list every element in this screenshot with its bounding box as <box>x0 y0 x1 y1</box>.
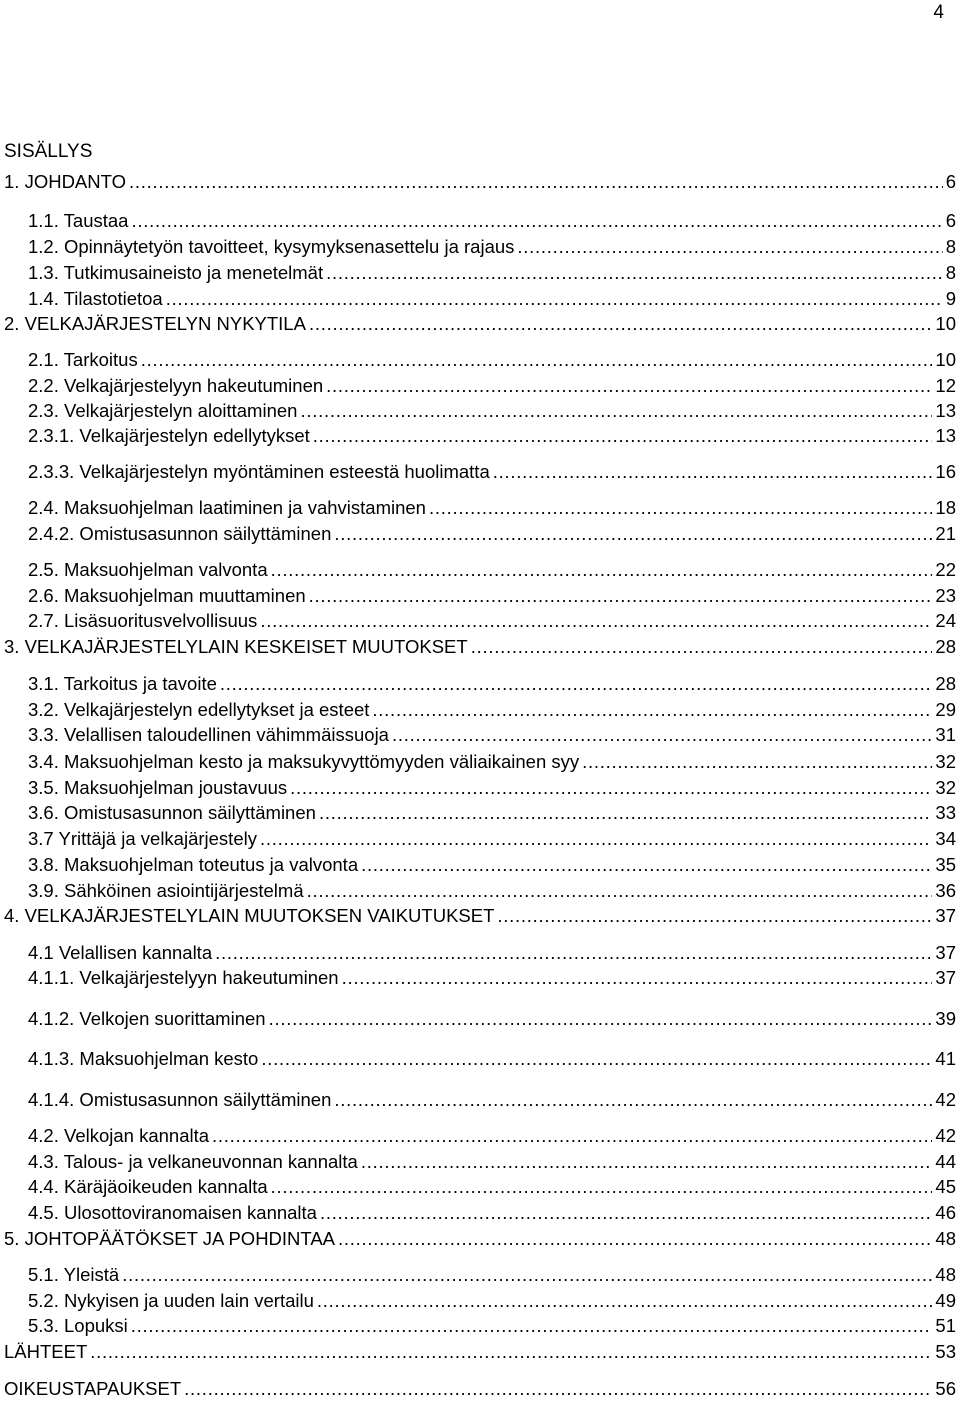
dot-leader <box>220 673 933 695</box>
toc-entry-page: 35 <box>935 854 956 875</box>
toc-entry[interactable] <box>4 1228 956 1252</box>
dot-leader <box>517 236 942 258</box>
toc-title: SISÄLLYS <box>4 141 93 162</box>
toc-entry[interactable] <box>28 751 956 775</box>
toc-entry-label: 4.3. Talous- ja velkaneuvonnan kannalta <box>28 1151 358 1172</box>
toc-entry-label: 2.6. Maksuohjelman muuttaminen <box>28 585 306 606</box>
toc-entry-page: 21 <box>935 523 956 544</box>
dot-leader <box>131 210 942 232</box>
toc-entry-page: 12 <box>935 375 956 396</box>
toc-entry[interactable] <box>28 497 956 521</box>
toc-entry[interactable] <box>28 699 956 723</box>
toc-entry-page: 22 <box>935 559 956 580</box>
toc-entry-label: 2.3. Velkajärjestelyn aloittaminen <box>28 400 298 421</box>
dot-leader <box>361 854 932 876</box>
toc-entry-page: 32 <box>935 777 956 798</box>
dot-leader <box>300 400 932 422</box>
dot-leader <box>319 802 932 824</box>
toc-entry[interactable] <box>28 236 956 260</box>
toc-entry-label: 5.1. Yleistä <box>28 1264 120 1285</box>
dot-leader <box>372 699 932 721</box>
dot-leader <box>326 262 943 284</box>
toc-entry-label: 3.4. Maksuohjelman kesto ja maksukyvyttömyyden väliaikainen syy <box>28 751 580 772</box>
toc-entry-page: 18 <box>935 497 956 518</box>
toc-entry-page: 48 <box>935 1228 956 1249</box>
toc-entry-page: 42 <box>935 1089 956 1110</box>
toc-entry-page: 44 <box>935 1151 956 1172</box>
dot-leader <box>212 1125 932 1147</box>
dot-leader <box>290 777 932 799</box>
toc-entry-page: 10 <box>935 349 956 370</box>
toc-entry[interactable] <box>28 1125 956 1149</box>
toc-entry-label: 2.3.3. Velkajärjestelyn myöntäminen esteestä huolimatta <box>28 461 490 482</box>
toc-entry-label: 2.4.2. Omistusasunnon säilyttäminen <box>28 523 332 544</box>
toc-entry-label: 1.3. Tutkimusaineisto ja menetelmät <box>28 262 324 283</box>
toc-entry-page: 37 <box>935 967 956 988</box>
toc-entry-label: 4.5. Ulosottoviranomaisen kannalta <box>28 1202 317 1223</box>
toc-entry[interactable] <box>28 880 956 904</box>
toc-entry[interactable] <box>28 262 956 286</box>
dot-leader <box>326 375 932 397</box>
toc-entry-label: 5. JOHTOPÄÄTÖKSET JA POHDINTAA <box>4 1228 336 1249</box>
dot-leader <box>493 461 933 483</box>
toc-entry-page: 28 <box>935 673 956 694</box>
toc-entry-page: 8 <box>945 262 956 283</box>
dot-leader <box>260 610 932 632</box>
toc-entry-page: 8 <box>945 236 956 257</box>
toc-entry-label: 1.1. Taustaa <box>28 210 129 231</box>
toc-entry[interactable] <box>28 375 956 399</box>
toc-entry-page: 37 <box>935 905 956 926</box>
toc-entry-label: 3.8. Maksuohjelman toteutus ja valvonta <box>28 854 359 875</box>
dot-leader <box>320 1202 932 1224</box>
toc-entry-label: 3.7 Yrittäjä ja velkajärjestely <box>28 828 257 849</box>
toc-entry-label: 4.4. Käräjäoikeuden kannalta <box>28 1176 268 1197</box>
toc-entry[interactable] <box>28 461 956 485</box>
toc-entry-page: 45 <box>935 1176 956 1197</box>
toc-entry-label: 2.2. Velkajärjestelyyn hakeutuminen <box>28 375 324 396</box>
toc-entry[interactable] <box>28 1290 956 1314</box>
toc-entry-page: 32 <box>935 751 956 772</box>
dot-leader <box>309 313 932 335</box>
toc-entry[interactable] <box>4 1378 956 1402</box>
dot-leader <box>166 288 943 310</box>
toc-entry-page: 46 <box>935 1202 956 1223</box>
toc-entry-label: 3.2. Velkajärjestelyn edellytykset ja esteet <box>28 699 370 720</box>
toc-entry[interactable] <box>4 313 956 337</box>
dot-leader <box>184 1378 932 1400</box>
toc-entry-label: 4.2. Velkojan kannalta <box>28 1125 210 1146</box>
dot-leader <box>334 1089 932 1111</box>
toc-entry-page: 34 <box>935 828 956 849</box>
toc-entry[interactable] <box>28 288 956 312</box>
toc-entry-label: 3.6. Omistusasunnon säilyttäminen <box>28 802 316 823</box>
toc-entry-label: 4. VELKAJÄRJESTELYLAIN MUUTOKSEN VAIKUTUKSET <box>4 905 495 926</box>
toc-entry-label: 5.3. Lopuksi <box>28 1315 128 1336</box>
dot-leader <box>471 636 933 658</box>
toc-entry-page: 10 <box>935 313 956 334</box>
dot-leader <box>260 828 932 850</box>
dot-leader <box>129 171 943 193</box>
toc-entry[interactable] <box>28 559 956 583</box>
toc-entry-label: OIKEUSTAPAUKSET <box>4 1378 182 1399</box>
toc-entry-label: 4.1.3. Maksuohjelman kesto <box>28 1048 259 1069</box>
toc-entry-page: 23 <box>935 585 956 606</box>
toc-entry-page: 41 <box>935 1048 956 1069</box>
toc-entry-page: 51 <box>935 1315 956 1336</box>
dot-leader <box>317 1290 933 1312</box>
toc-entry[interactable] <box>28 724 956 748</box>
dot-leader <box>361 1151 933 1173</box>
toc-entry-label: 3.3. Velallisen taloudellinen vähimmäissuoja <box>28 724 389 745</box>
toc-entry[interactable] <box>28 1315 956 1339</box>
toc-entry-label: 4.1.2. Velkojen suorittaminen <box>28 1008 266 1029</box>
toc-entry-page: 16 <box>935 461 956 482</box>
dot-leader <box>271 1176 933 1198</box>
toc-entry-label: 5.2. Nykyisen ja uuden lain vertailu <box>28 1290 314 1311</box>
dot-leader <box>582 751 932 773</box>
toc-entry[interactable] <box>28 802 956 826</box>
toc-entry[interactable] <box>28 1048 956 1072</box>
toc-entry[interactable] <box>4 905 956 929</box>
toc-entry[interactable] <box>28 1264 956 1288</box>
toc-entry-page: 53 <box>935 1341 956 1362</box>
dot-leader <box>141 349 933 371</box>
toc-entry[interactable] <box>28 400 956 424</box>
dot-leader <box>261 1048 932 1070</box>
toc-entry-page: 39 <box>935 1008 956 1029</box>
toc-entry-label: 1.4. Tilastotietoa <box>28 288 163 309</box>
toc-entry-label: LÄHTEET <box>4 1341 88 1362</box>
dot-leader <box>338 1228 932 1250</box>
dot-leader <box>309 585 933 607</box>
toc-entry[interactable] <box>4 636 956 660</box>
dot-leader <box>392 724 932 746</box>
dot-leader <box>131 1315 933 1337</box>
toc-entry-page: 33 <box>935 802 956 823</box>
dot-leader <box>215 942 932 964</box>
dot-leader <box>307 880 933 902</box>
toc-entry-page: 31 <box>935 724 956 745</box>
toc-entry-page: 29 <box>935 699 956 720</box>
toc-entry-page: 42 <box>935 1125 956 1146</box>
toc-entry[interactable] <box>28 425 956 449</box>
toc-entry-label: 3.1. Tarkoitus ja tavoite <box>28 673 217 694</box>
toc-entry-label: 3.5. Maksuohjelman joustavuus <box>28 777 288 798</box>
toc-entry-label: 2.4. Maksuohjelman laatiminen ja vahvistaminen <box>28 497 426 518</box>
dot-leader <box>334 523 932 545</box>
toc-entry[interactable] <box>28 1151 956 1175</box>
dot-leader <box>313 425 933 447</box>
toc-entry[interactable] <box>28 585 956 609</box>
toc-entry-label: 1. JOHDANTO <box>4 171 126 192</box>
dot-leader <box>271 559 933 581</box>
toc-entry-page: 37 <box>935 942 956 963</box>
toc-entry[interactable] <box>28 967 956 991</box>
toc-entry-page: 28 <box>935 636 956 657</box>
toc-entry[interactable] <box>28 854 956 878</box>
dot-leader <box>497 905 932 927</box>
toc-entry-label: 3.9. Sähköinen asiointijärjestelmä <box>28 880 304 901</box>
dot-leader <box>429 497 932 519</box>
page-number: 4 <box>933 2 944 23</box>
toc-entry-page: 24 <box>935 610 956 631</box>
toc-entry[interactable] <box>28 523 956 547</box>
toc-entry-label: 4.1 Velallisen kannalta <box>28 942 213 963</box>
toc-entry[interactable] <box>4 171 956 195</box>
dot-leader <box>342 967 933 989</box>
dot-leader <box>90 1341 932 1363</box>
toc-entry[interactable] <box>28 210 956 234</box>
toc-entry-label: 2. VELKAJÄRJESTELYN NYKYTILA <box>4 313 306 334</box>
toc-entry-page: 49 <box>935 1290 956 1311</box>
toc-entry-label: 1.2. Opinnäytetyön tavoitteet, kysymyksenasettelu ja rajaus <box>28 236 515 257</box>
toc-entry[interactable] <box>28 610 956 634</box>
dot-leader <box>269 1008 933 1030</box>
dot-leader <box>122 1264 932 1286</box>
toc-entry-page: 6 <box>945 171 956 192</box>
toc-entry-page: 36 <box>935 880 956 901</box>
toc-entry-label: 2.5. Maksuohjelman valvonta <box>28 559 268 580</box>
toc-entry[interactable] <box>28 1089 956 1113</box>
toc-entry[interactable] <box>28 1008 956 1032</box>
toc-entry-page: 56 <box>935 1378 956 1399</box>
toc-entry[interactable] <box>28 942 956 966</box>
toc-entry-page: 48 <box>935 1264 956 1285</box>
toc-entry-label: 3. VELKAJÄRJESTELYLAIN KESKEISET MUUTOKSET <box>4 636 468 657</box>
toc-entry-page: 9 <box>945 288 956 309</box>
toc-entry-page: 13 <box>935 400 956 421</box>
toc-entry-label: 4.1.1. Velkajärjestelyyn hakeutuminen <box>28 967 339 988</box>
toc-entry[interactable] <box>28 349 956 373</box>
toc-entry[interactable] <box>28 777 956 801</box>
toc-entry-page: 13 <box>935 425 956 446</box>
toc-entry[interactable] <box>28 828 956 852</box>
toc-entry-label: 2.1. Tarkoitus <box>28 349 138 370</box>
toc-entry-page: 6 <box>945 210 956 231</box>
toc-entry[interactable] <box>4 1341 956 1365</box>
toc-entry[interactable] <box>28 1176 956 1200</box>
toc-entry-label: 4.1.4. Omistusasunnon säilyttäminen <box>28 1089 332 1110</box>
toc-entry[interactable] <box>28 673 956 697</box>
toc-entry[interactable] <box>28 1202 956 1226</box>
toc-entry-label: 2.3.1. Velkajärjestelyn edellytykset <box>28 425 310 446</box>
toc-entry-label: 2.7. Lisäsuoritusvelvollisuus <box>28 610 258 631</box>
